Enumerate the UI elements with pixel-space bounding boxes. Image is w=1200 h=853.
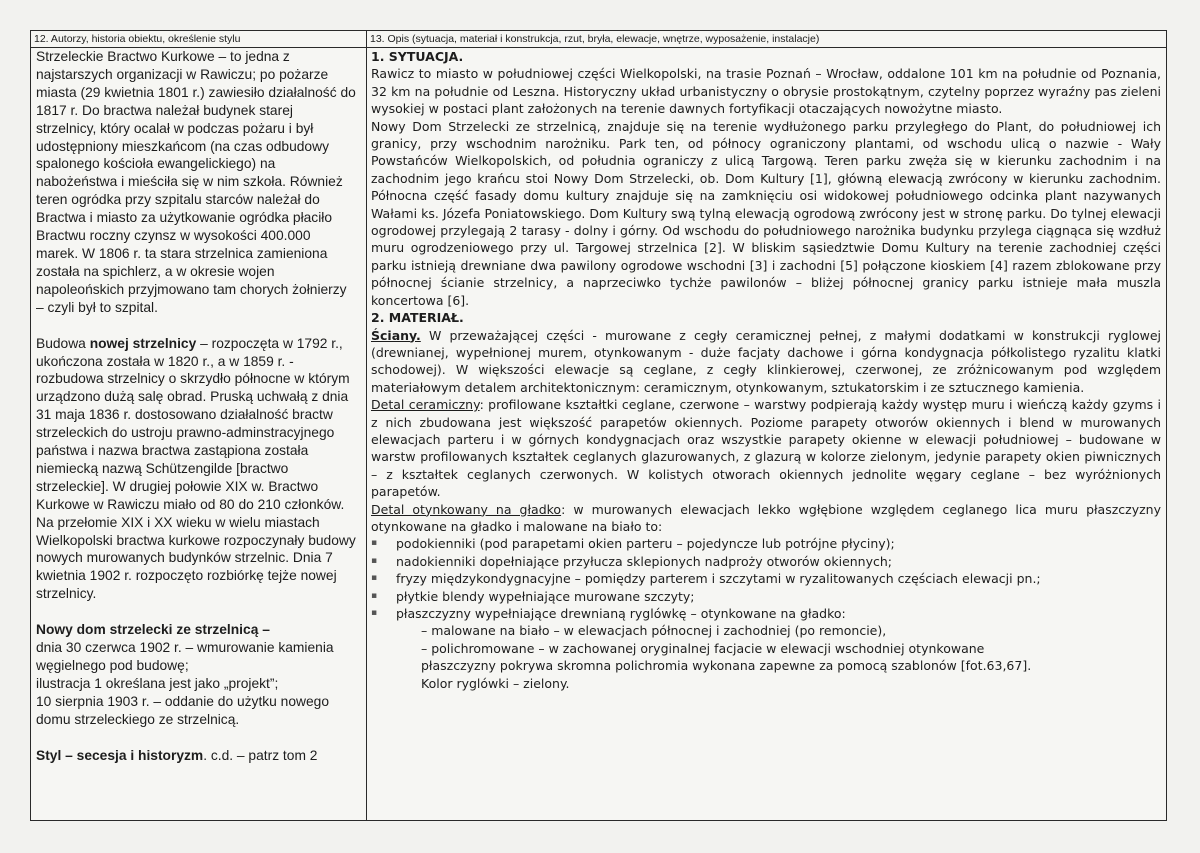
- list-item: ▪ fryzy międzykondygnacyjne – pomiędzy parterem i szczytami w ryzalitowanych częściach elewacji pn.;: [371, 570, 1161, 587]
- description-column: [371, 48, 1161, 692]
- left-column-header: 12. Autorzy, historia obiektu, określenie stylu: [34, 33, 241, 45]
- section-heading-situation: 1. SYTUACJA.: [371, 49, 464, 64]
- style-line: Styl – secesja i historyzm. c.d. – patrz tom 2: [36, 747, 318, 763]
- sub-item-frame-color: Kolor ryglówki – zielony.: [421, 675, 570, 691]
- sub-item-polychrome-continued: płaszczyzny pokrywa skromna polichromia wykonana zapewne za pomocą szablonów [fot.63,67].: [421, 658, 1032, 674]
- list-item: ▪ nadokienniki dopełniające przyłucza sklepionych nadproży otworów okiennych;: [371, 553, 1161, 570]
- list-item: ▪ płytkie blendy wypełniające murowane szczyty;: [371, 588, 1161, 605]
- section-heading-material: 2. MATERIAŁ.: [371, 310, 464, 326]
- material-walls-paragraph: Ściany. W przeważającej części - murowane z cegły ceramicznej pełnej, z małymi dodatkami w konstrukcji ryglowej (drewnianej, wypełnionej murem, otynkowanym - duże facjaty dachowe i górna kondygnacja półkolistego ryzalitu klatki schodowej). W większości elewacje są ceglane, z cegły klinkierowej, czerwonej, ze zróżnicowanym pod względem materiałowym detalem architektonicznym: ceramicznym, otynkowanym, sztukatorskim i ze sztucznego kamienia.: [371, 327, 1161, 395]
- list-item: ▪ podokienniki (pod parapetami okien parteru – pojedyncze lub potrójne płyciny);: [371, 535, 1161, 552]
- history-paragraph-new-shooting-range: Budowa nowej strzelnicy – rozpoczęta w 1792 r., ukończona została w 1820 r., a w 1859 r. -rozbudowa strzelnicy o skrzydło północne w którym urządzono dużą salę obrad. Pruską uchwałą z dnia 31 maja 1836 r. dostosowano działalność bractw strzeleckich do ustroju prawno-adminstracyjnego państwa i nazwa bractwa zastąpiona została niemiecką nazwą Schützengilde [bractwo strzeleckie]. W drugiej połowie XIX w. Bractwo Kurkowe w Rawiczu miało od 80 do 210 członków. Na przełomie XIX i XX wieku w wielu miastach Wielkopolski bractwa kurkowe rozpoczynały budowy nowych murowanych budynków strzelnic. Dnia 7 kwietnia 1902 r. rozpoczęto rozbiórkę tejże nowej strzelnicy.: [36, 335, 356, 602]
- plaster-elements-list: [371, 535, 1161, 622]
- column-divider: [366, 31, 367, 820]
- history-paragraph-bractwo: Strzeleckie Bractwo Kurkowe – to jedna z najstarszych organizacji w Rawiczu; po pożarze miasta (29 kwietnia 1801 r.) zawiesiło działalność do 1817 r. Do bractwa należał budynek starej strzelnicy, który ocalał w podczas pożaru i był udostępniony mieszkańcom (na czas odbudowy spalonego kościoła ewangelickiego) na nabożeństwa i mieściła się w nim szkoła. Również teren ogródka przy szpitalu starców należał do Bractwa i miasto za użytkowanie ogródka płaciło Bractwu roczny czynsz w wysokości 400.000 marek. W 1806 r. ta stara strzelnica zamieniona została na spichlerz, a w okresie wojen napoleońskich przyjmowano tam chorych żołnierzy – czyli był to szpital.: [36, 49, 356, 315]
- list-item: ▪ płaszczyzny wypełniające drewnianą ryglówkę – otynkowane na gładko:: [371, 605, 1161, 622]
- situation-paragraph-town: Rawicz to miasto w południowej części Wielkopolski, na trasie Poznań – Wrocław, oddalone 101 km na południe od Poznania, 32 km na południe od Leszna. Historyczny układ urbanistyczny o obrysie prostokątnym, czytelny poprzez wyraźny pas zieleni wysokiej w postaci plant założonych na terenie dawnych fortyfikacji otaczających nowożytne miasto.: [371, 66, 1161, 117]
- sub-item-polychrome: – polichromowane – w zachowanej oryginalnej facjacie w elewacji wschodniej otynkowane: [421, 640, 985, 656]
- form-sheet: [30, 30, 1167, 821]
- history-paragraph-new-house: Nowy dom strzelecki ze strzelnicą – dnia 30 czerwca 1902 r. – wmurowanie kamienia węgielnego pod budowę; ilustracja 1 określana jest jako „projekt”; 10 sierpnia 1903 r. – oddanie do użytku nowego domu strzeleckiego ze strzelnicą.: [36, 622, 334, 727]
- sub-item-white: – malowane na biało – w elewacjach północnej i zachodniej (po remoncie),: [421, 623, 887, 639]
- material-plaster-paragraph: Detal otynkowany na gładko: w murowanych elewacjach lekko wgłębione względem ceglanego lica muru płaszczyzny otynkowane na gładko i malowane na biało to:: [371, 501, 1161, 534]
- situation-paragraph-site: Nowy Dom Strzelecki ze strzelnicą, znajduje się na terenie wydłużonego parku przyległego do Plant, do południowej ich granicy, przy wschodnim narożniku. Park ten, od północy ograniczony plantami, od wschodu ulicą o nazwie - Wały Powstańców Wielkopolskich, od południa ograniczy z ulicą Targową. Teren parku zwęża się w kierunku zachodnim i na zachodnim jego krańcu stoi Nowy Dom Strzelecki, ob. Dom Kultury [1], główną elewacją zwrócony w kierunku zachodnim. Północna część fasady domu kultury znajduje się na zamknięciu osi widokowej południowego odcinka plant nazywanych Wałami ks. Józefa Poniatowskiego. Dom Kultury swą tylną elewacją ogrodową zwrócony jest w stronę parku. Do tylnej elewacji ogrodowej przylegają 2 tarasy - dolny i górny. Od wschodu do południowego narożnika budynku przylega ciągnąca się wzdłuż muru ogrodzeniowego przy ul. Targowej strzelnica [2]. W bliskim sąsiedztwie Domu Kultury na terenie zachodniej części parku istnieją drewniane dwa pawilony ogrodowe wschodni [3] i zachodni [5] połączone kioskiem [4] razem zblokowane przy północnej ścianie strzelnicy, a naprzeciwko tychże pawilonów – bliżej północnej granicy parku istnieje mała muszla koncertowa [6].: [371, 118, 1161, 308]
- right-column-header: 13. Opis (sytuacja, materiał i konstrukcja, rzut, bryła, elewacje, wnętrze, wyposażenie, instalacje): [370, 33, 820, 45]
- history-column: [36, 48, 356, 765]
- material-ceramic-paragraph: Detal ceramiczny: profilowane kształtki ceglane, czerwone – warstwy podpierają każdy występ muru i wieńczą każdy gzyms i z nich zbudowana jest większość parapetów okiennych. Poziome parapety otworów okiennych i blend w murowanych elewacjach parteru i w górnych kondygnacjach oraz wszystkie parapety okienne w elewacji południowej – budowane w warstw profilowanych kształtek ceglanych glazurowanych, z glazurą w kolorze zielonym, jedynie parapety okien piwnicznych – z kształtek ceglanych czerwonych. W kolistych otworach okiennych jednolite węgary ceglane – bez wyróżnionych parapetów.: [371, 397, 1161, 500]
